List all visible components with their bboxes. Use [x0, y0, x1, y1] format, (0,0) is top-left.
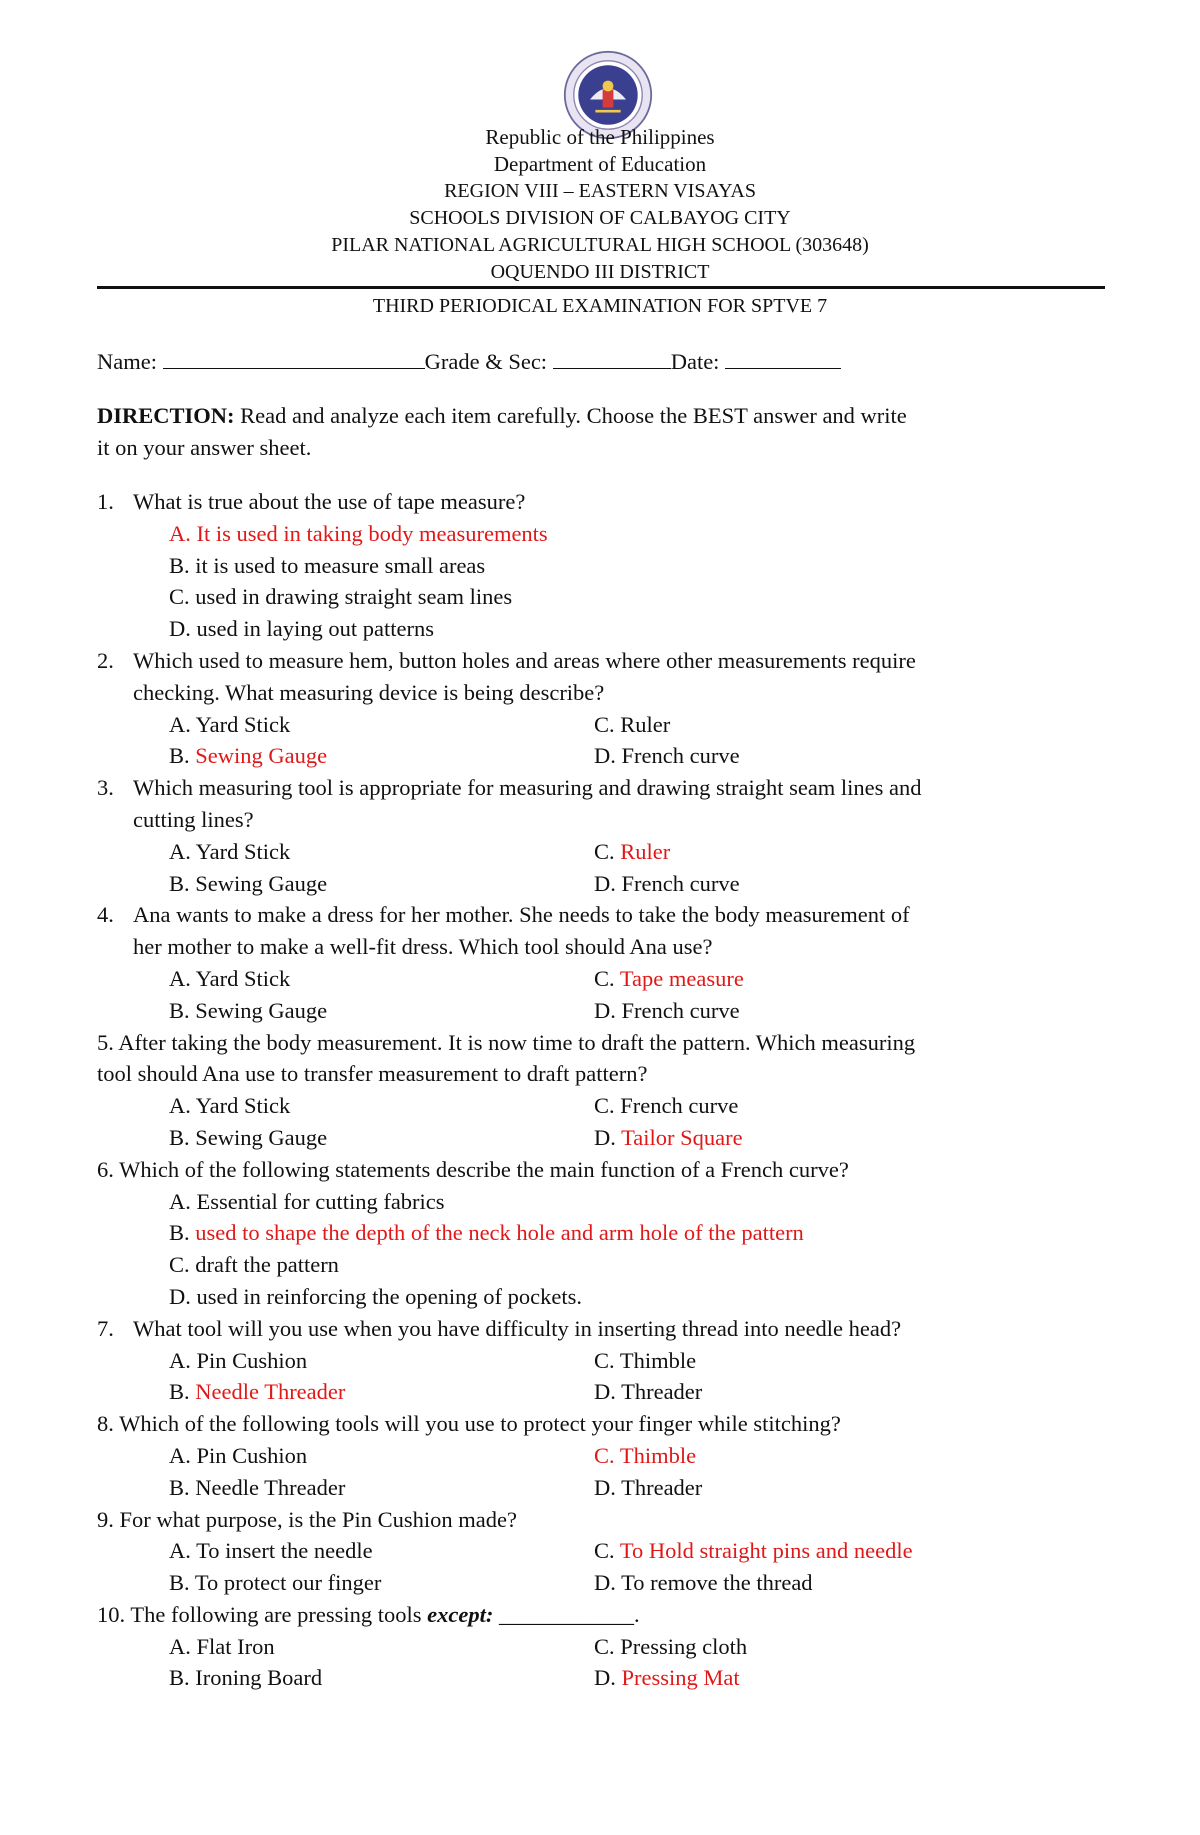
- q4-option-a[interactable]: A. Yard Stick: [169, 965, 291, 991]
- direction-text: Read and analyze each item carefully. Choose the BEST answer and write: [234, 403, 907, 428]
- q6-option-d[interactable]: D. used in reinforcing the opening of pockets.: [169, 1283, 583, 1309]
- q2-option-a[interactable]: A. Yard Stick: [169, 711, 291, 737]
- q10-option-d[interactable]: D. Pressing Mat: [594, 1665, 740, 1691]
- date-label: Date:: [670, 349, 720, 374]
- q9-option-b[interactable]: B. To protect our finger: [169, 1570, 382, 1596]
- q3-option-a[interactable]: A. Yard Stick: [169, 838, 291, 864]
- question-3-text: Which measuring tool is appropriate for measuring and drawing straight seam lines and: [133, 775, 922, 801]
- q10-option-c[interactable]: C. Pressing cloth: [594, 1633, 748, 1659]
- q6-option-b[interactable]: B. used to shape the depth of the neck hole and arm hole of the pattern: [169, 1220, 804, 1246]
- question-8: 8. Which of the following tools will you use to protect your finger while stitching?: [97, 1411, 841, 1437]
- question-4-text: Ana wants to make a dress for her mother. She needs to take the body measurement of: [133, 902, 910, 928]
- question-7-text: What tool will you use when you have difficulty in inserting thread into needle head?: [133, 1315, 902, 1341]
- q4-option-b[interactable]: B. Sewing Gauge: [169, 997, 328, 1023]
- q8-option-d[interactable]: D. Threader: [594, 1474, 703, 1500]
- question-2-text: Which used to measure hem, button holes and areas where other measurements require: [133, 647, 916, 673]
- question-6: 6. Which of the following statements describe the main function of a French curve?: [97, 1156, 849, 1182]
- q7-options-row-1: [97, 1345, 1107, 1377]
- q7-option-d[interactable]: D. Threader: [594, 1379, 703, 1405]
- exam-title: THIRD PERIODICAL EXAMINATION FOR SPTVE 7: [372, 295, 828, 317]
- q3-option-b[interactable]: B. Sewing Gauge: [169, 870, 328, 896]
- q2-options-row-2: [97, 740, 1107, 772]
- q3-options-row-1: [97, 836, 1107, 868]
- q5-option-b[interactable]: B. Sewing Gauge: [169, 1124, 328, 1150]
- header-division: SCHOOLS DIVISION OF CALBAYOG CITY: [409, 207, 791, 229]
- direction-text-2: it on your answer sheet.: [97, 435, 312, 460]
- q5-options-row-1: [97, 1090, 1107, 1122]
- question-3: 3. Which measuring tool is appropriate for measuring and drawing straight seam lines and: [97, 775, 922, 801]
- header-republic: Republic of the Philippines: [485, 125, 715, 149]
- q10-option-b[interactable]: B. Ironing Board: [169, 1665, 323, 1691]
- q9-option-a[interactable]: A. To insert the needle: [169, 1538, 373, 1564]
- direction-block: [97, 400, 1107, 464]
- header-district: OQUENDO III DISTRICT: [490, 261, 710, 283]
- question-10-text: 10. The following are pressing tools: [97, 1601, 428, 1627]
- exam-body: [97, 346, 1107, 1694]
- q4-option-c[interactable]: C. Tape measure: [594, 965, 744, 991]
- direction-label: DIRECTION:: [97, 403, 235, 428]
- header-department: Department of Education: [493, 152, 707, 176]
- name-label: Name:: [97, 349, 157, 374]
- question-9: 9. For what purpose, is the Pin Cushion made?: [97, 1506, 517, 1532]
- q7-option-c[interactable]: C. Thimble: [594, 1347, 697, 1373]
- q5-option-a[interactable]: A. Yard Stick: [169, 1093, 291, 1119]
- q8-options-row-2: [97, 1472, 1107, 1504]
- q9-option-d[interactable]: D. To remove the thread: [594, 1570, 813, 1596]
- question-5-text-cont: tool should Ana use to transfer measurement to draft pattern?: [97, 1061, 648, 1087]
- q6-option-a[interactable]: A. Essential for cutting fabrics: [169, 1188, 445, 1214]
- q4-option-d[interactable]: D. French curve: [594, 997, 740, 1023]
- q10-option-a[interactable]: A. Flat Iron: [169, 1633, 275, 1659]
- q8-option-c[interactable]: C. Thimble: [594, 1442, 697, 1468]
- grade-label: Grade & Sec:: [424, 349, 548, 374]
- q9-options-row-1: [97, 1535, 1107, 1567]
- q4-options-row-1: [97, 963, 1107, 995]
- q9-option-c[interactable]: C. To Hold straight pins and needle: [594, 1538, 913, 1564]
- q8-options-row-1: [97, 1440, 1107, 1472]
- q5-option-d[interactable]: D. Tailor Square: [594, 1124, 743, 1150]
- q5-option-c[interactable]: C. French curve: [594, 1093, 739, 1119]
- date-field[interactable]: [725, 346, 841, 369]
- question-4: 4. Ana wants to make a dress for her mother. She needs to take the body measurement of: [97, 902, 910, 928]
- question-10-blank: ____________.: [493, 1601, 640, 1627]
- question-1-text: What is true about the use of tape measure?: [133, 489, 526, 514]
- question-2: 2. Which used to measure hem, button holes and areas where other measurements require: [97, 647, 916, 673]
- q10-options-row-1: [97, 1631, 1107, 1663]
- question-5: 5. After taking the body measurement. It is now time to draft the pattern. Which measuring: [97, 1029, 916, 1055]
- q3-options-row-2: [97, 868, 1107, 900]
- q2-options-row-1: [97, 709, 1107, 741]
- q8-option-a[interactable]: A. Pin Cushion: [169, 1442, 308, 1468]
- name-field[interactable]: [163, 346, 425, 369]
- header-divider: [97, 286, 1105, 289]
- q5-options-row-2: [97, 1122, 1107, 1154]
- q2-option-c[interactable]: C. Ruler: [594, 711, 671, 737]
- q3-option-d[interactable]: D. French curve: [594, 870, 740, 896]
- q7-option-b[interactable]: B. Needle Threader: [169, 1379, 346, 1405]
- header-school: PILAR NATIONAL AGRICULTURAL HIGH SCHOOL (303648): [331, 234, 869, 256]
- q4-options-row-2: [97, 995, 1107, 1027]
- q3-option-c[interactable]: C. Ruler: [594, 838, 671, 864]
- question-2-text-cont: checking. What measuring device is being describe?: [133, 679, 605, 705]
- q2-option-b[interactable]: B. Sewing Gauge: [169, 743, 328, 769]
- q2-option-d[interactable]: D. French curve: [594, 743, 740, 769]
- q1-option-d[interactable]: D. used in laying out patterns: [169, 616, 434, 642]
- question-list: [97, 486, 1107, 1694]
- question-10: [97, 1599, 1107, 1631]
- question-3-text-cont: cutting lines?: [133, 806, 254, 832]
- q7-options-row-2: [97, 1376, 1107, 1408]
- question-7: 7. What tool will you use when you have difficulty in inserting thread into needle head?: [97, 1315, 902, 1341]
- question-1: 1. What is true about the use of tape measure?: [97, 489, 526, 514]
- q9-options-row-2: [97, 1567, 1107, 1599]
- q6-option-c[interactable]: C. draft the pattern: [169, 1252, 339, 1278]
- question-10-emphasis: except:: [427, 1601, 494, 1627]
- q8-option-b[interactable]: B. Needle Threader: [169, 1474, 346, 1500]
- question-4-text-cont: her mother to make a well-fit dress. Which tool should Ana use?: [133, 934, 713, 960]
- grade-field[interactable]: [553, 346, 671, 369]
- q1-option-a[interactable]: A. It is used in taking body measurements: [169, 520, 548, 546]
- q1-option-c[interactable]: C. used in drawing straight seam lines: [169, 584, 513, 610]
- student-info-row: [97, 346, 1107, 378]
- q7-option-a[interactable]: A. Pin Cushion: [169, 1347, 308, 1373]
- q10-options-row-2: [97, 1662, 1107, 1694]
- school-header: [0, 124, 1200, 286]
- header-region: REGION VIII – EASTERN VISAYAS: [444, 180, 756, 202]
- q1-option-b[interactable]: B. it is used to measure small areas: [169, 552, 486, 578]
